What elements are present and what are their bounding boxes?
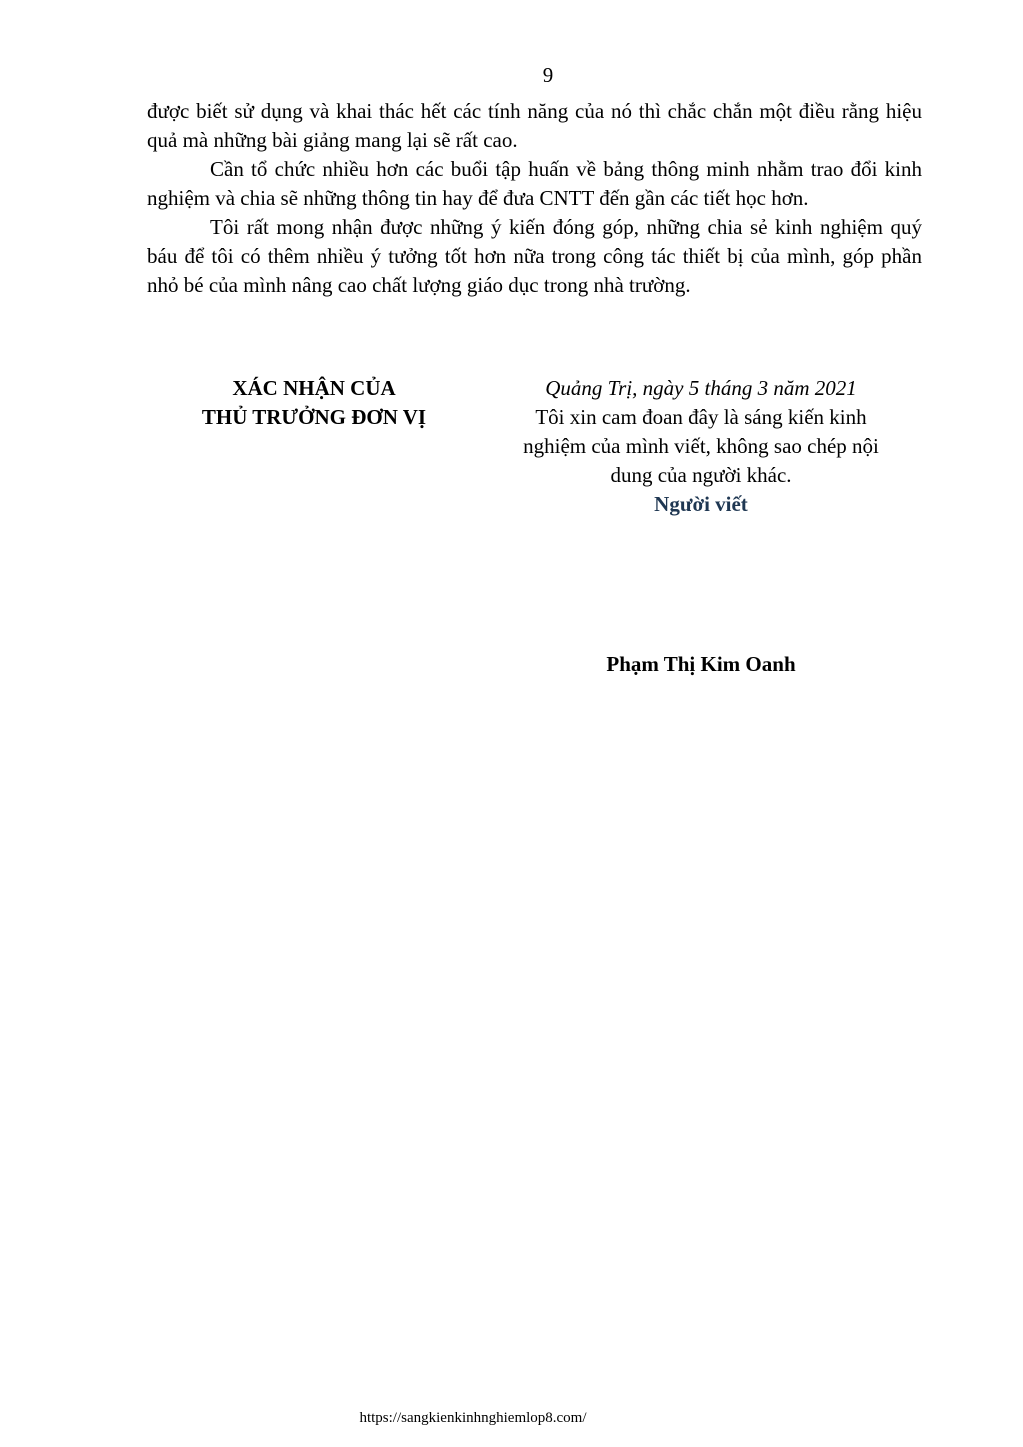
declaration-line-3: dung của người khác. — [610, 463, 792, 487]
place-date: Quảng Trị, ngày 5 tháng 3 năm 2021 — [545, 376, 857, 400]
paragraph-training: Cần tổ chức nhiều hơn các buổi tập huấn về bảng thông minh nhằm trao đổi kinh nghiệm và chia sẽ những thông tin hay để đưa CNTT đến gần các tiết học hơn. — [147, 157, 922, 210]
declaration-line-2: nghiệm của mình viết, không sao chép nội — [523, 434, 879, 458]
declaration-line-1: Tôi xin cam đoan đây là sáng kiến kinh — [535, 405, 867, 429]
page-number: 9 — [542, 63, 554, 87]
paragraph-feedback: Tôi rất mong nhận được những ý kiến đóng góp, những chia sẻ kinh nghiệm quý báu để tôi có thêm nhiều ý tưởng tốt hơn nữa trong công tác thiết bị của mình, góp phần nhỏ bé của mình nâng cao chất lượng giáo dục trong nhà trường. — [147, 215, 922, 297]
signature-name: Phạm Thị Kim Oanh — [606, 652, 796, 676]
confirmation-title-line-1: XÁC NHẬN CỦA — [232, 376, 396, 400]
paragraph-continuation: được biết sử dụng và khai thác hết các tính năng của nó thì chắc chắn một điều rằng hiệu quả mà những bài giảng mang lại sẽ rất cao. — [147, 99, 922, 152]
confirmation-title-line-2: THỦ TRƯỞNG ĐƠN VỊ — [201, 405, 427, 429]
footer-url[interactable]: https://sangkienkinhnghiemlop8.com/ — [359, 1410, 587, 1426]
body-text — [147, 97, 922, 300]
writer-label: Người viết — [654, 492, 748, 516]
confirmation-block — [150, 374, 478, 432]
declaration-block — [481, 374, 921, 519]
